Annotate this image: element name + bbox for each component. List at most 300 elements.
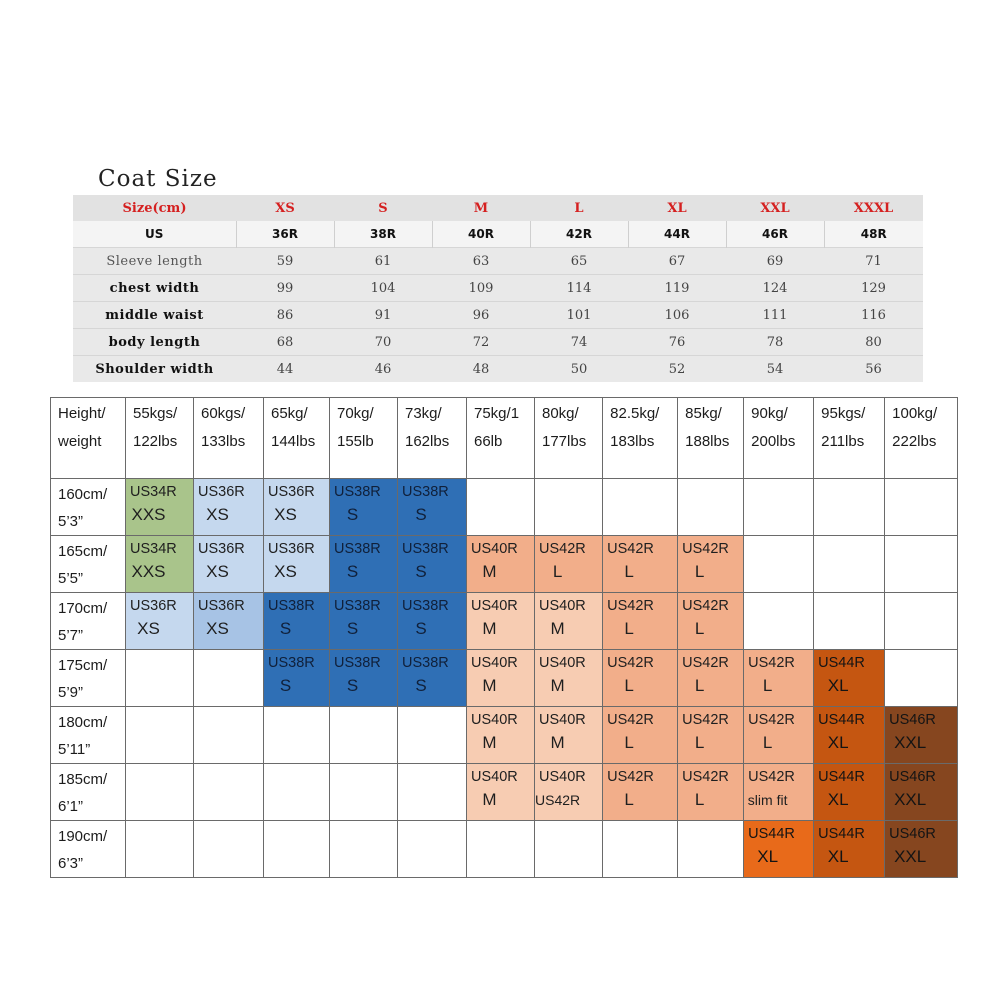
measurement-label: Sleeve length xyxy=(73,248,236,275)
letter-fit-size: XS xyxy=(206,505,229,524)
us-size-cell: 38R xyxy=(334,221,432,248)
fit-cell xyxy=(814,650,885,707)
weight-line: 188lbs xyxy=(685,433,730,450)
fit-cell xyxy=(194,536,264,593)
measurement-label: middle waist xyxy=(73,302,236,329)
fit-cell-content xyxy=(535,650,602,706)
corner-line: weight xyxy=(58,433,102,450)
height-header xyxy=(51,707,126,764)
fit-cell-content xyxy=(744,707,813,763)
measurement-value: 61 xyxy=(334,248,432,275)
weight-header xyxy=(264,398,330,479)
fit-cell xyxy=(398,821,467,878)
us-size-cell: 44R xyxy=(628,221,726,248)
fit-cell-content xyxy=(678,536,743,592)
us-fit-size: US38R xyxy=(268,655,315,671)
measurement-label: chest width xyxy=(73,275,236,302)
size-m: M xyxy=(432,195,530,221)
fit-cell xyxy=(885,536,958,593)
measurement-value: 63 xyxy=(432,248,530,275)
us-fit-size: US42R xyxy=(748,712,795,728)
us-fit-size: US34R xyxy=(130,484,177,500)
fit-cell xyxy=(330,479,398,536)
fit-cell-content xyxy=(678,650,743,706)
measurement-value: 71 xyxy=(824,248,923,275)
us-size-row xyxy=(73,221,923,248)
measurement-row xyxy=(73,302,923,329)
fit-cell xyxy=(126,821,194,878)
letter-fit-size: L xyxy=(624,562,634,581)
letter-fit-size: M xyxy=(482,562,497,581)
height-line: 160cm/ xyxy=(58,486,108,503)
letter-fit-size: XL xyxy=(827,790,849,809)
weight-header xyxy=(603,398,678,479)
weight-line: 66lb xyxy=(474,433,503,450)
us-fit-size: US38R xyxy=(402,484,449,500)
fit-cell-content xyxy=(467,764,534,820)
measurement-row xyxy=(73,356,923,383)
measurement-value: 109 xyxy=(432,275,530,302)
height-line: 5’3” xyxy=(58,513,84,530)
us-fit-size: US38R xyxy=(334,655,381,671)
height-header xyxy=(51,536,126,593)
measurement-value: 67 xyxy=(628,248,726,275)
weight-line: 73kg/ xyxy=(405,405,442,422)
fit-cell-content xyxy=(467,536,534,592)
letter-fit-size: XS xyxy=(206,619,229,638)
us-fit-size: US34R xyxy=(130,541,177,557)
height-line: 5’5” xyxy=(58,570,84,587)
fit-cell xyxy=(264,764,330,821)
weight-line: 85kg/ xyxy=(685,405,722,422)
height-header xyxy=(51,593,126,650)
fit-cell-content xyxy=(535,593,602,649)
fit-cell-content xyxy=(678,707,743,763)
fit-cell xyxy=(885,593,958,650)
corner-header xyxy=(51,398,126,479)
fit-cell xyxy=(467,707,535,764)
fit-cell xyxy=(330,536,398,593)
letter-fit-size: L xyxy=(694,562,705,581)
height-row xyxy=(51,593,958,650)
measurement-value: 65 xyxy=(530,248,628,275)
height-row xyxy=(51,707,958,764)
us-fit-size: US38R xyxy=(402,598,449,614)
us-fit-size: US42R xyxy=(682,598,729,614)
letter-fit-size: L xyxy=(694,790,705,809)
measurement-row xyxy=(73,329,923,356)
fit-cell xyxy=(678,650,744,707)
fit-cell xyxy=(126,479,194,536)
letter-fit-size: S xyxy=(415,619,427,638)
fit-cell xyxy=(398,650,467,707)
us-fit-size: US40R xyxy=(539,655,586,671)
measurement-row xyxy=(73,275,923,302)
height-line: 6’1” xyxy=(58,798,84,815)
measurement-value: 54 xyxy=(726,356,824,383)
us-fit-size: US42R xyxy=(682,712,729,728)
weight-line: 222lbs xyxy=(892,433,937,450)
weight-header xyxy=(126,398,194,479)
measurement-value: 78 xyxy=(726,329,824,356)
fit-cell xyxy=(467,821,535,878)
measurement-value: 52 xyxy=(628,356,726,383)
fit-cell xyxy=(398,479,467,536)
fit-cell-content xyxy=(814,707,884,763)
fit-cell-content xyxy=(467,707,534,763)
height-line: 5’7” xyxy=(58,627,84,644)
weight-line: 65kg/ xyxy=(271,405,308,422)
fit-cell xyxy=(330,821,398,878)
letter-fit-size: M xyxy=(482,619,497,638)
height-header xyxy=(51,821,126,878)
us-fit-size: US44R xyxy=(818,826,865,842)
fit-cell xyxy=(744,536,814,593)
fit-cell xyxy=(126,707,194,764)
letter-fit-size: S xyxy=(415,676,427,695)
fit-cell xyxy=(330,764,398,821)
us-fit-size: US42R xyxy=(607,769,654,785)
letter-fit-size: S xyxy=(279,619,292,638)
fit-cell xyxy=(885,479,958,536)
letter-fit-size: S xyxy=(346,505,359,524)
height-row xyxy=(51,479,958,536)
weight-header xyxy=(398,398,467,479)
weight-line: 100kg/ xyxy=(892,405,938,422)
us-fit-size: US38R xyxy=(402,655,449,671)
fit-cell-content xyxy=(467,650,534,706)
measurement-value: 44 xyxy=(236,356,334,383)
fit-cell xyxy=(885,650,958,707)
letter-fit-size: XL xyxy=(827,847,849,866)
weight-line: 55kgs/ xyxy=(133,405,178,422)
us-fit-size: US44R xyxy=(748,826,795,842)
weight-line: 75kg/1 xyxy=(474,405,520,422)
letter-fit-size: M xyxy=(550,676,565,695)
fit-cell-content xyxy=(194,479,263,535)
fit-cell xyxy=(744,650,814,707)
fit-cell xyxy=(264,593,330,650)
measurement-value: 101 xyxy=(530,302,628,329)
letter-fit-size: L xyxy=(762,676,773,695)
letter-fit-size: S xyxy=(346,619,359,638)
fit-cell xyxy=(678,479,744,536)
size-label: Size(cm) xyxy=(73,195,236,221)
us-label: US xyxy=(73,221,236,248)
weight-line: 200lbs xyxy=(751,433,796,450)
us-fit-size: US42R xyxy=(748,655,795,671)
letter-fit-size: XXL xyxy=(894,733,927,752)
us-fit-size: US36R xyxy=(268,541,315,557)
fit-cell xyxy=(535,593,603,650)
measurement-value: 76 xyxy=(628,329,726,356)
height-header xyxy=(51,764,126,821)
weight-header xyxy=(535,398,603,479)
measurement-row xyxy=(73,248,923,275)
fit-cell-content xyxy=(744,821,813,877)
weight-line: 211lbs xyxy=(821,433,865,450)
weight-header xyxy=(330,398,398,479)
fit-cell-content xyxy=(264,536,329,592)
us-fit-size: US44R xyxy=(818,655,865,671)
letter-fit-size: XXL xyxy=(894,790,927,809)
coat-size-table xyxy=(73,195,923,382)
fit-cell xyxy=(744,479,814,536)
fit-cell xyxy=(398,764,467,821)
fit-cell-content xyxy=(885,707,957,763)
us-fit-size: US36R xyxy=(130,598,177,614)
us-fit-size: US40R xyxy=(471,541,518,557)
corner-line: Height/ xyxy=(58,405,106,422)
letter-fit-size: S xyxy=(415,505,427,524)
measurement-value: 74 xyxy=(530,329,628,356)
fit-cell xyxy=(603,764,678,821)
us-fit-size: US42R xyxy=(607,712,654,728)
measurement-value: 91 xyxy=(334,302,432,329)
fit-cell xyxy=(126,536,194,593)
weight-line: 90kg/ xyxy=(751,405,788,422)
fit-cell-content xyxy=(603,593,677,649)
measurement-value: 72 xyxy=(432,329,530,356)
measurement-value: 69 xyxy=(726,248,824,275)
weight-line: 155lb xyxy=(337,433,374,450)
fit-cell-content xyxy=(535,764,602,820)
weight-line: 144lbs xyxy=(271,433,316,450)
weight-line: 70kg/ xyxy=(337,405,374,422)
us-fit-size: US38R xyxy=(334,598,381,614)
us-fit-size: US42R xyxy=(607,655,654,671)
letter-fit-size: XXS xyxy=(131,505,166,524)
weight-line: 80kg/ xyxy=(542,405,579,422)
fit-cell xyxy=(264,650,330,707)
fit-cell xyxy=(814,593,885,650)
measurement-value: 129 xyxy=(824,275,923,302)
letter-fit-size: L xyxy=(624,676,634,695)
fit-cell-content xyxy=(885,764,957,820)
weight-line: 122lbs xyxy=(133,433,178,450)
fit-cell xyxy=(814,821,885,878)
fit-cell xyxy=(264,536,330,593)
us-fit-size: US42R xyxy=(539,541,586,557)
height-line: 190cm/ xyxy=(58,828,108,845)
fit-cell xyxy=(467,479,535,536)
us-fit-size: US46R xyxy=(889,712,936,728)
us-fit-size: US38R xyxy=(402,541,449,557)
fit-cell xyxy=(194,593,264,650)
fit-cell xyxy=(814,479,885,536)
height-row xyxy=(51,764,958,821)
fit-cell-content xyxy=(264,593,329,649)
fit-cell xyxy=(678,764,744,821)
measurement-value: 114 xyxy=(530,275,628,302)
coat-size-title: Coat Size xyxy=(98,166,218,192)
fit-cell-content xyxy=(603,764,677,820)
measurement-label: Shoulder width xyxy=(73,356,236,383)
height-header xyxy=(51,650,126,707)
weight-line: 133lbs xyxy=(201,433,246,450)
fit-cell xyxy=(535,707,603,764)
fit-cell-content xyxy=(264,650,329,706)
us-size-cell: 42R xyxy=(530,221,628,248)
fit-cell-content xyxy=(330,650,397,706)
fit-cell xyxy=(126,764,194,821)
weight-line: 60kgs/ xyxy=(201,405,246,422)
us-fit-size: US38R xyxy=(334,484,381,500)
fit-cell-content xyxy=(126,479,193,535)
us-size-cell: 36R xyxy=(236,221,334,248)
fit-cell xyxy=(535,536,603,593)
size-l: L xyxy=(530,195,628,221)
letter-fit-size: XS xyxy=(274,505,297,524)
fit-cell xyxy=(330,707,398,764)
fit-cell-content xyxy=(126,593,193,649)
height-weight-fit-grid xyxy=(50,397,958,878)
fit-cell xyxy=(194,821,264,878)
weight-header-row xyxy=(51,398,958,479)
fit-cell xyxy=(194,764,264,821)
letter-fit-size: S xyxy=(346,676,359,695)
us-size-cell: 40R xyxy=(432,221,530,248)
measurement-value: 104 xyxy=(334,275,432,302)
letter-fit-size: L xyxy=(624,790,634,809)
height-line: 170cm/ xyxy=(58,600,108,617)
weight-header xyxy=(467,398,535,479)
letter-fit-size: M xyxy=(550,733,565,752)
fit-cell-content xyxy=(194,536,263,592)
measurement-value: 86 xyxy=(236,302,334,329)
size-xxxl: XXXL xyxy=(824,195,923,221)
fit-cell-content xyxy=(603,707,677,763)
weight-header xyxy=(814,398,885,479)
fit-cell-content xyxy=(814,821,884,877)
size-s: S xyxy=(334,195,432,221)
letter-fit-size: XXL xyxy=(894,847,927,866)
letter-fit-size: S xyxy=(346,562,359,581)
us-size-cell: 46R xyxy=(726,221,824,248)
letter-fit-size: M xyxy=(482,676,497,695)
us-fit-size: US36R xyxy=(198,541,245,557)
fit-cell-content xyxy=(678,764,743,820)
fit-cell xyxy=(678,821,744,878)
height-line: 6’3” xyxy=(58,855,84,872)
us-fit-size: US40R xyxy=(471,712,518,728)
fit-cell xyxy=(264,707,330,764)
weight-header xyxy=(885,398,958,479)
fit-cell xyxy=(678,593,744,650)
letter-fit-size: US42R xyxy=(535,792,581,808)
height-line: 165cm/ xyxy=(58,543,108,560)
letter-fit-size: M xyxy=(482,733,497,752)
us-fit-size: US42R xyxy=(607,541,654,557)
fit-cell-content xyxy=(330,479,397,535)
fit-cell-content xyxy=(264,479,329,535)
measurement-value: 59 xyxy=(236,248,334,275)
measurement-value: 119 xyxy=(628,275,726,302)
fit-cell-content xyxy=(126,536,193,592)
fit-cell-content xyxy=(194,593,263,649)
fit-cell-content xyxy=(814,650,884,706)
size-xxl: XXL xyxy=(726,195,824,221)
fit-cell xyxy=(603,821,678,878)
us-fit-size: US42R xyxy=(682,541,729,557)
us-fit-size: US42R xyxy=(682,769,729,785)
fit-cell-content xyxy=(744,650,813,706)
height-line: 180cm/ xyxy=(58,714,108,731)
fit-cell-content xyxy=(535,707,602,763)
fit-cell xyxy=(194,650,264,707)
height-line: 5’11” xyxy=(58,741,91,758)
fit-cell-content xyxy=(603,536,677,592)
fit-cell xyxy=(535,764,603,821)
fit-cell xyxy=(885,707,958,764)
us-fit-size: US40R xyxy=(539,712,586,728)
weight-line: 95kgs/ xyxy=(821,405,866,422)
size-xs: XS xyxy=(236,195,334,221)
letter-fit-size: L xyxy=(694,733,705,752)
letter-fit-size: XL xyxy=(757,847,779,866)
letter-fit-size: L xyxy=(624,733,634,752)
letter-fit-size: M xyxy=(550,619,565,638)
us-fit-size: US38R xyxy=(334,541,381,557)
us-fit-size: US42R xyxy=(748,769,795,785)
us-fit-size: US46R xyxy=(889,826,936,842)
fit-cell xyxy=(398,536,467,593)
weight-line: 162lbs xyxy=(405,433,450,450)
height-row xyxy=(51,536,958,593)
fit-cell-content xyxy=(398,650,466,706)
measurement-value: 124 xyxy=(726,275,824,302)
weight-header xyxy=(678,398,744,479)
measurement-value: 96 xyxy=(432,302,530,329)
fit-cell xyxy=(330,593,398,650)
measurement-value: 56 xyxy=(824,356,923,383)
us-fit-size: US36R xyxy=(198,598,245,614)
letter-fit-size: XS xyxy=(137,619,160,638)
measurement-label: body length xyxy=(73,329,236,356)
measurement-value: 80 xyxy=(824,329,923,356)
weight-line: 82.5kg/ xyxy=(610,405,660,422)
fit-cell-content xyxy=(398,479,466,535)
height-line: 185cm/ xyxy=(58,771,108,788)
size-header-row xyxy=(73,195,923,221)
us-fit-size: US40R xyxy=(539,769,586,785)
letter-fit-size: L xyxy=(694,619,705,638)
us-fit-size: US40R xyxy=(471,769,518,785)
fit-cell xyxy=(678,536,744,593)
us-fit-size: US40R xyxy=(539,598,586,614)
height-header xyxy=(51,479,126,536)
letter-fit-size: XL xyxy=(827,676,849,695)
measurement-value: 48 xyxy=(432,356,530,383)
fit-cell-content xyxy=(744,764,813,820)
fit-cell xyxy=(603,536,678,593)
us-fit-size: US38R xyxy=(268,598,315,614)
fit-cell xyxy=(744,707,814,764)
fit-cell xyxy=(330,650,398,707)
weight-header xyxy=(194,398,264,479)
weight-header xyxy=(744,398,814,479)
fit-cell xyxy=(535,821,603,878)
us-fit-size: US42R xyxy=(607,598,654,614)
letter-fit-size: XS xyxy=(274,562,297,581)
fit-cell xyxy=(744,764,814,821)
fit-cell xyxy=(603,650,678,707)
fit-cell xyxy=(467,593,535,650)
us-fit-size: US36R xyxy=(268,484,315,500)
fit-cell xyxy=(885,764,958,821)
us-fit-size: US42R xyxy=(682,655,729,671)
fit-cell-content xyxy=(885,821,957,877)
